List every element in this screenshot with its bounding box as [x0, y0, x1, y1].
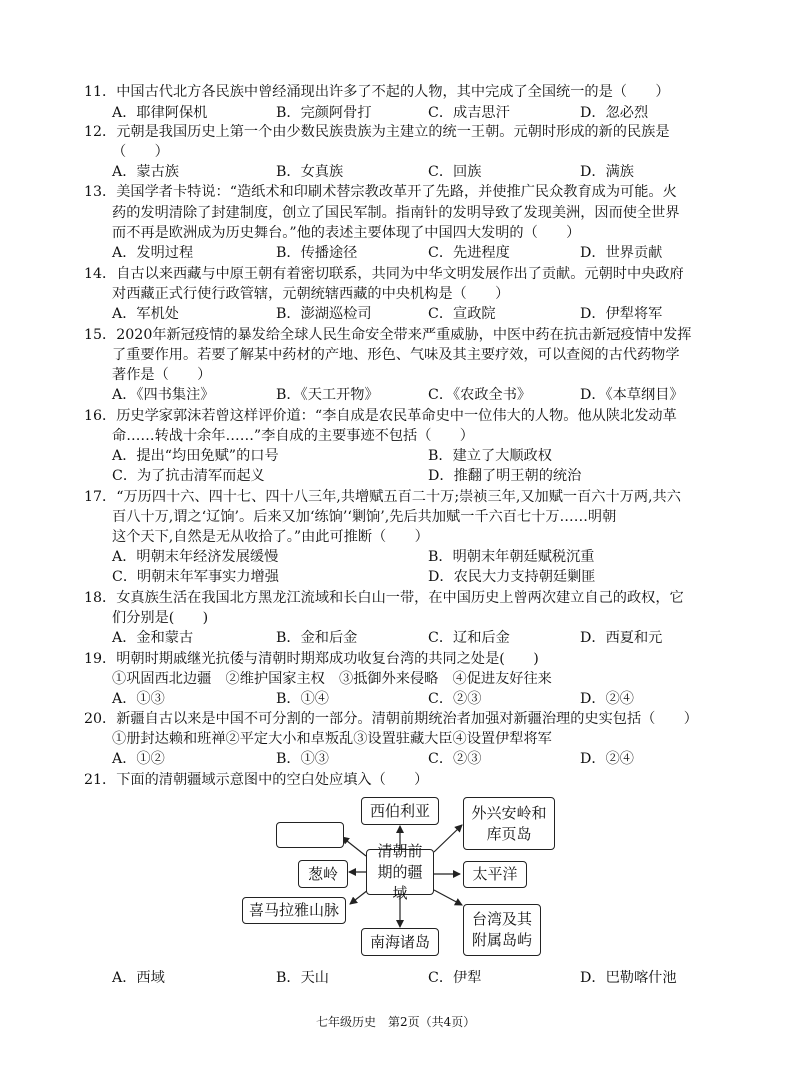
question-13-line-3: 而不再是欧洲成为历史舞台。”他的表述主要体现了中国四大发明的（ ）	[112, 225, 581, 241]
option-c: C．《农政全书》	[428, 387, 532, 403]
box-pamirs: 葱岭	[298, 860, 348, 888]
option-a: A．金和蒙古	[112, 630, 194, 646]
box-outer-khingan-sakhalin: 外兴安岭和库页岛	[463, 797, 555, 850]
question-14-line-2: 对西藏正式行使行政管辖，元朝统辖西藏的中央机构是（ ）	[112, 286, 510, 302]
option-d: D．推翻了明王朝的统治	[428, 468, 582, 484]
question-18-line-1: 18．女真族生活在我国北方黑龙江流域和长白山一带，在中国历史上曾两次建立自己的政权，它	[84, 590, 684, 606]
option-a: A．西域	[112, 970, 165, 986]
option-c: C．②③	[428, 751, 482, 767]
option-b: B．澎湖巡检司	[276, 306, 372, 322]
option-c: C．宣政院	[428, 306, 496, 322]
option-d: D．②④	[580, 751, 634, 767]
option-a: A．军机处	[112, 306, 179, 322]
box-south-china-sea-islands: 南海诸岛	[361, 928, 439, 956]
option-b: B．建立了大顺政权	[428, 448, 552, 464]
question-11-line-1: 11．中国古代北方各民族中曾经涌现出许多了不起的人物，其中完成了全国统一的是（ ）	[84, 84, 670, 100]
option-d: D．满族	[580, 164, 634, 180]
question-18-line-2: 们分别是( )	[112, 610, 209, 626]
option-c: C．成吉思汗	[428, 105, 510, 121]
option-d: D．世界贡献	[580, 245, 663, 261]
option-d: D．巴勒喀什池	[580, 970, 677, 986]
option-c: C．先进程度	[428, 245, 510, 261]
box-taiwan-islands: 台湾及其附属岛屿	[463, 904, 541, 956]
box-blank	[276, 822, 344, 848]
page-footer: 七年级历史 第2页（共4页）	[316, 1015, 476, 1029]
option-a: A．耶律阿保机	[112, 105, 208, 121]
question-21-line-1: 21．下面的清朝疆域示意图中的空白处应填入（ ）	[84, 772, 429, 788]
question-19-line-1: 19．明朝时期戚继光抗倭与清朝时期郑成功收复台湾的共同之处是( )	[84, 651, 539, 667]
option-a: A．《四书集注》	[112, 387, 215, 403]
option-c: C．回族	[428, 164, 482, 180]
option-d: D．忽必烈	[580, 105, 649, 121]
question-15-line-2: 了重要作用。若要了解某中药材的产地、形色、气味及其主要疗效，可以查阅的古代药物学	[112, 347, 680, 363]
question-19-line-2: ①巩固西北边疆 ②维护国家主权 ③抵御外来侵略 ④促进友好往来	[112, 671, 552, 687]
question-15-line-3: 著作是（ ）	[112, 367, 212, 383]
question-13-line-1: 13．美国学者卡特说：“造纸术和印刷术替宗教改革开了先路，并使推广民众教育成为可能。火	[84, 184, 677, 200]
arrow-northeast	[434, 825, 462, 852]
option-b: B．女真族	[276, 164, 344, 180]
box-pacific-ocean: 太平洋	[463, 861, 527, 888]
option-b: B．传播途径	[276, 245, 358, 261]
option-a: A．明朝末年经济发展缓慢	[112, 549, 279, 565]
option-a: A．提出“均田免赋”的口号	[112, 448, 279, 464]
option-d: D．农民大力支持朝廷剿匪	[428, 569, 596, 585]
question-20-line-2: ①册封达赖和班禅②平定大小和卓叛乱③设置驻藏大臣④设置伊犁将军	[112, 731, 552, 747]
question-17-line-3: 这个天下,自然是无从收拾了。”由此可推断（ ）	[112, 529, 429, 545]
question-16-line-2: 命……转战十余年……”李自成的主要事迹不包括（ ）	[112, 428, 474, 444]
option-d: D．《本草纲目》	[580, 387, 684, 403]
option-b: B．完颜阿骨打	[276, 105, 372, 121]
option-c: C．②③	[428, 691, 482, 707]
option-a: A．①②	[112, 751, 165, 767]
option-a: A．蒙古族	[112, 164, 179, 180]
option-c: C．为了抗击清军而起义	[112, 468, 265, 484]
box-himalayas: 喜马拉雅山脉	[242, 897, 346, 924]
option-a: A．①③	[112, 691, 165, 707]
option-b: B．①④	[276, 691, 329, 707]
option-d: D．伊犁将军	[580, 306, 663, 322]
question-20-line-1: 20．新疆自古以来是中国不可分割的一部分。清朝前期统治者加强对新疆治理的史实包括（ ）	[84, 711, 698, 727]
option-c: C．明朝末年军事实力增强	[112, 569, 279, 585]
option-b: B．明朝末年朝廷赋税沉重	[428, 549, 595, 565]
option-a: A．发明过程	[112, 245, 194, 261]
question-14-line-1: 14．自古以来西藏与中原王朝有着密切联系，共同为中华文明发展作出了贡献。元朝时中央政府	[84, 266, 684, 282]
question-12-line-1: 12．元朝是我国历史上第一个由少数民族贵族为主建立的统一王朝。元朝时形成的新的民族是	[84, 124, 670, 140]
option-b: B．《天工开物》	[276, 387, 379, 403]
question-13-line-2: 药的发明清除了封建制度，创立了国民军制。指南针的发明导致了发现美洲，因而使全世界	[112, 205, 680, 221]
option-d: D．西夏和元	[580, 630, 663, 646]
question-17-line-2: 百八十万,谓之‘辽饷’。后来又加‘练饷’‘剿饷’,先后共加赋一千六百七十万……明朝	[112, 509, 617, 525]
option-b: B．天山	[276, 970, 329, 986]
option-d: D．②④	[580, 691, 634, 707]
arrow-blank	[342, 837, 366, 856]
question-16-line-1: 16．历史学家郭沫若曾这样评价道：“李自成是农民革命史中一位伟大的人物。他从陕北发动革	[84, 408, 677, 424]
option-b: B．金和后金	[276, 630, 358, 646]
option-c: C．伊犁	[428, 970, 482, 986]
question-15-line-1: 15．2020年新冠疫情的暴发给全球人民生命安全带来严重威胁，中医中药在抗击新冠疫情中发挥	[84, 327, 692, 343]
question-17-line-1: 17．“万历四十六、四十七、四十八三年,共增赋五百二十万;崇祯三年,又加赋一百六十万两,共六	[84, 489, 681, 505]
box-center-qing-territory: 清朝前期的疆域	[366, 849, 434, 895]
question-12-line-2: （ ）	[112, 144, 169, 160]
option-c: C．辽和后金	[428, 630, 510, 646]
option-b: B．①③	[276, 751, 329, 767]
box-siberia: 西伯利亚	[361, 797, 439, 825]
arrow-southeast	[434, 890, 462, 905]
